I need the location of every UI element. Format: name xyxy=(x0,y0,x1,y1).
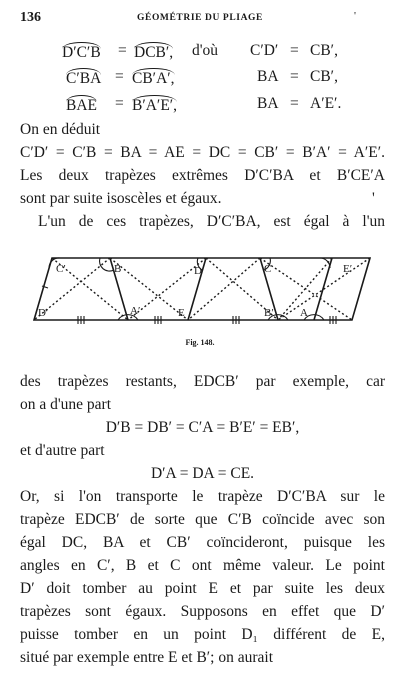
text-line-17: puisse tomber en un point D₁ différent de E, xyxy=(20,626,385,643)
eq2-r2: = xyxy=(290,68,299,85)
label-d: D xyxy=(194,265,202,277)
label-e-prime: E′ xyxy=(343,263,353,275)
text-line-13: égal DC, BA et CB′ coïncideront, puisque les xyxy=(20,534,385,551)
eq1-left: D′C′B xyxy=(62,44,101,61)
label-a: A xyxy=(300,307,308,319)
eq2-r3: CB′, xyxy=(310,68,338,85)
eq1-r2: = xyxy=(290,42,299,59)
label-d-prime: D′ xyxy=(38,307,49,319)
eq1-right: DCB′, xyxy=(134,44,174,61)
eq1-equals: = xyxy=(118,42,127,59)
eq2-r1: BA xyxy=(257,68,279,85)
eq2-equals: = xyxy=(115,68,124,85)
text-line-10: D′A = DA = CE. xyxy=(150,465,255,482)
text-line-12: trapèze EDCB′ de sorte que C′B coïncide avec son xyxy=(20,511,385,528)
label-a-prime: A′ xyxy=(130,305,141,317)
eq3-equals: = xyxy=(115,95,124,112)
eq2-left: C′BA xyxy=(66,70,102,87)
label-b: B xyxy=(114,263,122,275)
eq3-r2: = xyxy=(290,95,299,112)
fold-line-4 xyxy=(314,258,332,320)
text-line-2: C′D′ = C′B = BA = AE = DC = CB′ = B′A′ = A′E′. xyxy=(20,144,385,161)
text-line-15: D′ doit tomber au point E et par suite les deux xyxy=(20,580,385,597)
margin-mark: ' xyxy=(354,10,356,22)
figure-caption: Fig. 148. xyxy=(185,338,215,347)
text-line-16: trapèzes sont égaux. Supposons en effet que D′ xyxy=(20,603,385,620)
eq1-r1: C′D′ xyxy=(250,42,279,59)
text-line-4-text: sont par suite isoscèles et égaux. xyxy=(20,190,222,207)
text-line-7: on a d'une part xyxy=(20,396,112,413)
outer-parallelogram xyxy=(34,258,370,320)
figure-148 xyxy=(30,250,375,330)
text-line-8: D′B = DB′ = C′A = B′E′ = EB′, xyxy=(105,419,300,436)
label-c-prime: C′ xyxy=(56,263,66,275)
eq3-right: B′A′E′, xyxy=(132,97,178,114)
eq1-connector: d'où xyxy=(192,42,219,59)
text-line-4 xyxy=(20,189,385,209)
eq3-r3: A′E′. xyxy=(310,95,342,112)
text-line-11: Or, si l'on transporte le trapèze D′C′BA sur le xyxy=(20,488,385,505)
eq1-r3: CB′, xyxy=(310,42,338,59)
diagonal-8 xyxy=(278,258,370,320)
text-line-1: On en déduit xyxy=(20,121,101,138)
text-line-14: angles en C′, B et C ont même valeur. Le point xyxy=(20,557,385,574)
label-c: C xyxy=(264,263,272,275)
label-b-prime: B′ xyxy=(264,307,274,319)
text-line-4-mark: ' xyxy=(372,190,375,207)
eq3-left: BAE xyxy=(66,97,97,114)
text-line-5: L'un de ces trapèzes, D′C′BA, est égal à l'un xyxy=(38,213,385,230)
figure-148-diagram xyxy=(30,250,375,330)
text-line-18: situé par exemple entre E et B′; on aurait xyxy=(20,649,274,666)
text-line-6: des trapèzes restants, EDCB′ par exemple, car xyxy=(20,373,385,390)
label-e: E xyxy=(178,307,185,319)
eq3-r1: BA xyxy=(257,95,279,112)
angle-arc-8 xyxy=(320,258,330,268)
eq2-right: CB′A′, xyxy=(132,70,175,87)
page-number: 136 xyxy=(20,10,41,25)
text-line-3: Les deux trapèzes extrêmes D′C′BA et B′CE′A xyxy=(20,167,385,184)
diagonal-3 xyxy=(110,258,188,320)
text-line-9: et d'autre part xyxy=(20,442,105,459)
running-head: GÉOMÉTRIE DU PLIAGE xyxy=(137,13,263,23)
